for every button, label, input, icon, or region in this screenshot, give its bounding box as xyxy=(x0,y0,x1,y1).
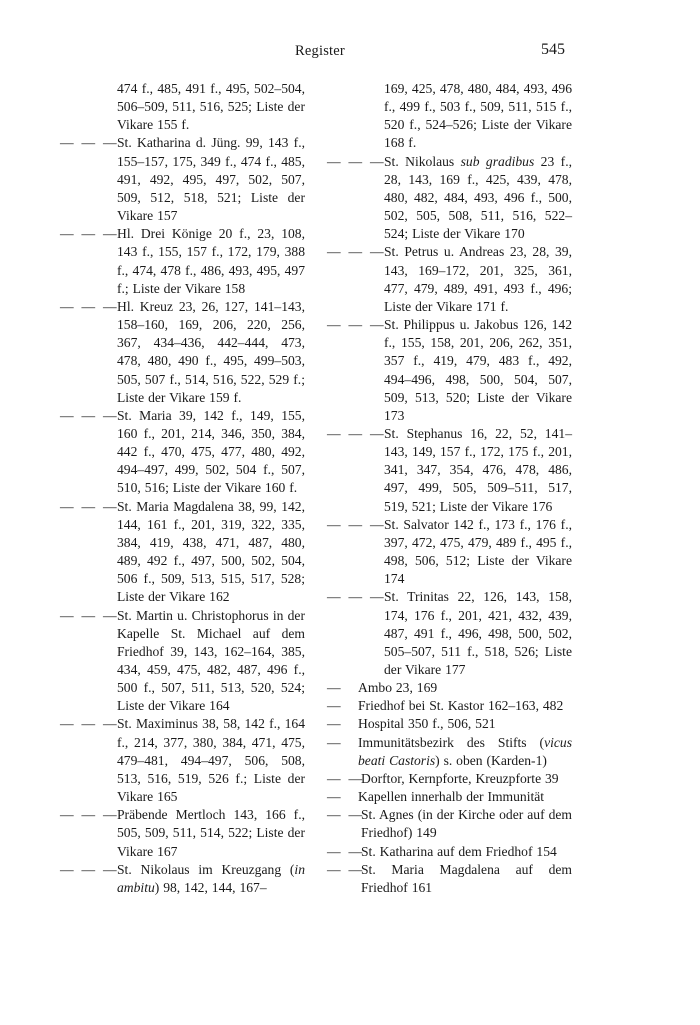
level-dash: — — — xyxy=(327,589,386,605)
entry-text: St. Nikolaus xyxy=(384,153,461,169)
entry-text: St. Stephanus 16, 22, 52, 141–143, 149, 157 f., 172, 175 f., 201, 341, 347, 354, 476, 478, 486, 497, 499, 505, 509–511, 517, 519, 521; Liste der Vikare 176 xyxy=(384,425,572,514)
level-dash: — xyxy=(327,716,343,732)
index-entry xyxy=(60,861,305,897)
entry-text: Hospital 350 f., 506, 521 xyxy=(358,716,496,732)
index-entry xyxy=(327,697,572,715)
page-number: 545 xyxy=(541,41,565,58)
right-column xyxy=(327,80,572,897)
index-entry xyxy=(327,588,572,679)
level-dash: — — — xyxy=(60,498,119,514)
entry-text: St. Katharina d. Jüng. 99, 143 f., 155–157, 175, 349 f., 474 f., 485, 491, 492, 495, 497, 502, 507, 509, 512, 518, 521; Liste der Vikare 157 xyxy=(117,135,305,224)
level-dash: — — — xyxy=(60,716,119,732)
index-entry xyxy=(60,298,305,407)
entry-text: 474 f., 485, 491 f., 495, 502–504, 506–509, 511, 516, 525; Liste der Vikare 155 f. xyxy=(117,81,305,133)
level-dash: — xyxy=(327,789,343,805)
entry-text: St. Maria 39, 142 f., 149, 155, 160 f., 201, 214, 346, 350, 384, 442 f., 470, 475, 477, 480, 492, 494–497, 499, 502, 504 f., 507, 510, 516; Liste der Vikare 160 f. xyxy=(117,407,305,496)
entry-text: ) 98, 142, 144, 167– xyxy=(154,879,267,895)
level-dash: — xyxy=(327,680,343,696)
level-dash: — — — xyxy=(327,425,386,441)
level-dash: — — xyxy=(327,770,365,786)
entry-text: St. Salvator 142 f., 173 f., 176 f., 397, 472, 475, 479, 489 f., 495 f., 498, 506, 512; Liste der Vikare 174 xyxy=(384,516,572,587)
index-entry xyxy=(60,806,305,860)
level-dash: — — — xyxy=(60,861,119,877)
index-entry xyxy=(60,134,305,225)
entry-text: ) s. oben (Karden-1) xyxy=(435,752,547,768)
index-entry xyxy=(327,770,572,788)
page-title: Register xyxy=(295,43,345,59)
entry-text: St. Maria Magdalena auf dem Friedhof 161 xyxy=(361,861,572,895)
entry-italic-text: in ambitu xyxy=(117,861,305,895)
index-entry xyxy=(60,225,305,298)
index-entry xyxy=(327,516,572,589)
level-dash: — — — xyxy=(327,516,386,532)
index-entry xyxy=(60,715,305,806)
index-entry xyxy=(327,243,572,316)
index-entry xyxy=(60,607,305,716)
entry-text: Friedhof bei St. Kastor 162–163, 482 xyxy=(358,698,564,714)
entry-text: 169, 425, 478, 480, 484, 493, 496 f., 499 f., 503 f., 509, 511, 515 f., 520 f., 524–526; Liste der Vikare 168 f. xyxy=(384,81,572,151)
level-dash: — — — xyxy=(60,607,119,623)
entry-text: Immunitätsbezirk des Stifts ( xyxy=(358,734,545,750)
level-dash: — — xyxy=(327,843,365,859)
entry-text: St. Nikolaus im Kreuzgang ( xyxy=(117,861,295,877)
entry-italic-text: sub gradibus xyxy=(460,153,535,169)
entry-text: St. Katharina auf dem Friedhof 154 xyxy=(361,843,557,859)
entry-text: Hl. Kreuz 23, 26, 127, 141–143, 158–160, 169, 206, 220, 256, 367, 434–436, 442–444, 473, 478, 480, 490 f., 495, 499–503, 505, 507 f., 514, 516, 522, 529 f.; Liste der Vikare 159 f. xyxy=(117,298,305,405)
entry-text: Präbende Mertloch 143, 166 f., 505, 509, 511, 514, 522; Liste der Vikare 167 xyxy=(117,807,305,859)
level-dash: — xyxy=(327,698,343,714)
entry-text: Dorftor, Kernpforte, Kreuzpforte 39 xyxy=(361,770,559,786)
index-entry xyxy=(327,316,572,425)
entry-text: St. Maximinus 38, 58, 142 f., 164 f., 214, 377, 380, 384, 471, 475, 479–481, 494–497, 506, 508, 513, 516, 519, 526 f.; Liste der Vikare 165 xyxy=(117,716,305,805)
index-entry xyxy=(327,80,572,153)
index-entry xyxy=(60,407,305,498)
left-column xyxy=(60,80,305,897)
level-dash: — — xyxy=(327,861,365,877)
entry-text: Ambo 23, 169 xyxy=(358,680,438,696)
entry-text: Hl. Drei Könige 20 f., 23, 108, 143 f., 155, 157 f., 172, 179, 388 f., 474, 478 f., 486, 493, 495, 497 f.; Liste der Vikare 158 xyxy=(117,226,305,296)
entry-text: St. Philippus u. Jakobus 126, 142 f., 155, 158, 201, 206, 262, 351, 357 f., 419, 479, 483 f., 492, 494–496, 498, 500, 504, 507, 509, 513, 520; Liste der Vikare 173 xyxy=(384,317,572,423)
entry-text: St. Maria Magdalena 38, 99, 142, 144, 161 f., 201, 319, 322, 335, 384, 419, 438, 471, 487, 480, 489, 492 f., 497, 500, 502, 504, 506 f., 509, 513, 515, 517, 528; Liste der Vikare 162 xyxy=(117,498,305,605)
entry-text: Kapellen innerhalb der Immunität xyxy=(358,789,545,805)
entry-italic-text: vicus beati Castoris xyxy=(358,734,572,768)
level-dash: — xyxy=(327,734,343,750)
level-dash: — — — xyxy=(60,407,119,423)
index-entry xyxy=(327,715,572,733)
index-entry xyxy=(327,153,572,244)
entry-text: St. Agnes (in der Kirche oder auf dem Friedhof) 149 xyxy=(361,807,572,841)
index-entry xyxy=(327,806,572,842)
level-dash: — — — xyxy=(60,226,119,242)
level-dash: — — — xyxy=(327,153,386,169)
level-dash: — — — xyxy=(327,317,386,333)
level-dash: — — xyxy=(327,807,365,823)
index-entry xyxy=(327,861,572,897)
index-entry xyxy=(327,843,572,861)
index-entry xyxy=(327,679,572,697)
running-header xyxy=(0,40,700,64)
index-entry xyxy=(60,80,305,134)
entry-text: St. Martin u. Christophorus in der Kapelle St. Michael auf dem Friedhof 39, 143, 162–164, 385, 434, 459, 475, 482, 487, 496 f., 500 f., 507, 511, 513, 520, 524; Liste der Vikare 164 xyxy=(117,607,305,714)
index-entry xyxy=(327,788,572,806)
level-dash: — — — xyxy=(60,135,119,151)
level-dash: — — — xyxy=(327,244,386,260)
entry-text: St. Petrus u. Andreas 23, 28, 39, 143, 169–172, 201, 325, 361, 477, 479, 489, 491, 493 f., 496; Liste der Vikare 171 f. xyxy=(384,244,572,314)
entry-text: 23 f., 28, 143, 169 f., 425, 439, 478, 480, 482, 484, 493, 496 f., 500, 502, 505, 508, 511, 516, 522–524; Liste der Vikare 170 xyxy=(384,153,573,242)
level-dash: — — — xyxy=(60,298,119,314)
index-entry xyxy=(60,498,305,607)
index-entry xyxy=(327,425,572,516)
index-entry xyxy=(327,734,572,770)
level-dash: — — — xyxy=(60,807,119,823)
entry-text: St. Trinitas 22, 126, 143, 158, 174, 176 f., 201, 421, 432, 439, 487, 491 f., 496, 498, 500, 502, 505–507, 511 f., 518, 526; Liste der Vikare 177 xyxy=(384,589,572,677)
